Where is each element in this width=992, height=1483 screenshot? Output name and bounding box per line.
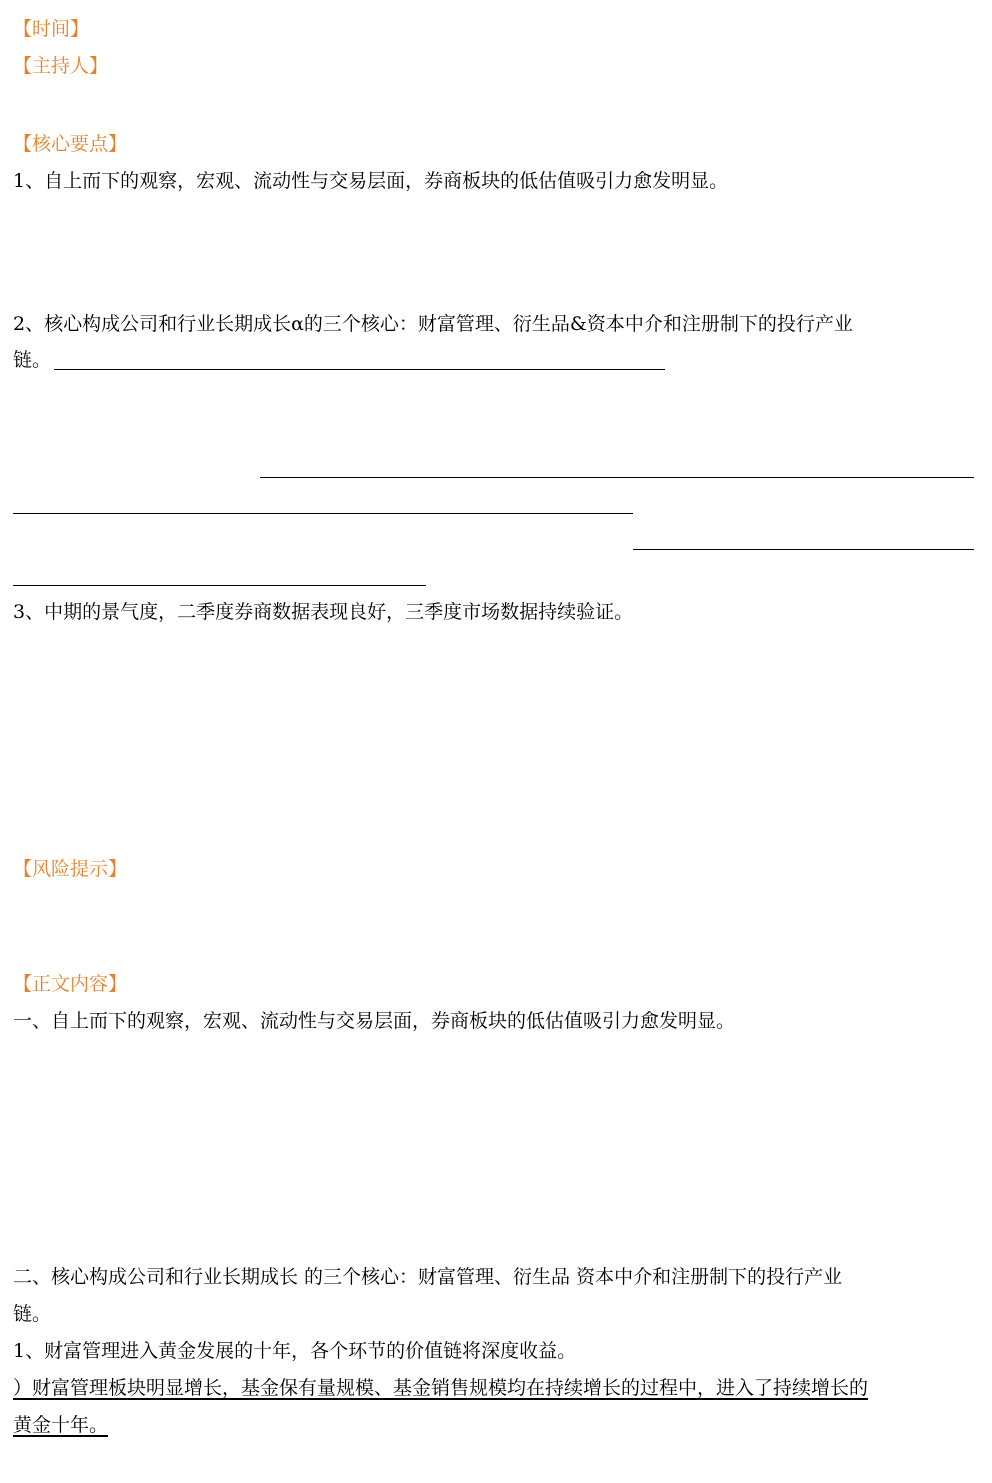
blank-rule <box>260 477 974 478</box>
core-point-2-line-1: 2、核心构成公司和行业长期成长α的三个核心：财富管理、衍生品&资本中介和注册制下的投行产业 <box>13 313 853 335</box>
blank-rule <box>54 369 665 370</box>
body-section-2-item-1-a-line-1: ）财富管理板块明显增长，基金保有量规模、基金销售规模均在持续增长的过程中，进入了持续增长的 <box>13 1377 869 1399</box>
host-heading: 【主持人】 <box>13 55 109 77</box>
blank-rule <box>13 513 633 514</box>
blank-rule <box>633 549 974 550</box>
body-section-2-line-1: 二、核心构成公司和行业长期成长 的三个核心：财富管理、衍生品 资本中介和注册制下的投行产业 <box>13 1266 843 1288</box>
blank-rule <box>13 585 426 586</box>
body-heading: 【正文内容】 <box>13 973 128 995</box>
body-section-2-item-1-a-line-2: 黄金十年。 <box>13 1414 109 1436</box>
body-section-1: 一、自上而下的观察，宏观、流动性与交易层面，券商板块的低估值吸引力愈发明显。 <box>13 1010 736 1032</box>
core-points-heading: 【核心要点】 <box>13 133 128 155</box>
core-point-3: 3、中期的景气度，二季度券商数据表现良好，三季度市场数据持续验证。 <box>13 601 634 623</box>
time-heading: 【时间】 <box>13 18 90 40</box>
risk-heading: 【风险提示】 <box>13 858 128 880</box>
core-point-1: 1、自上而下的观察，宏观、流动性与交易层面，券商板块的低估值吸引力愈发明显。 <box>13 170 729 192</box>
body-section-2-line-2: 链。 <box>13 1303 52 1325</box>
body-section-2-item-1: 1、财富管理进入黄金发展的十年，各个环节的价值链将深度收益。 <box>13 1340 577 1362</box>
core-point-2-line-2: 链。 <box>13 349 52 371</box>
